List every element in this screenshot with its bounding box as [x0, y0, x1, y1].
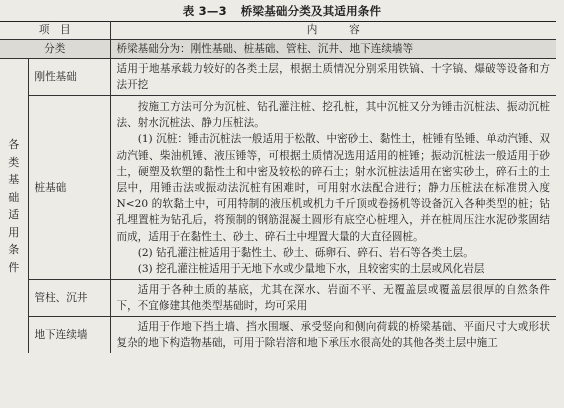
pile-intro: 按施工方法可分为沉桩、钻孔灌注桩、挖孔桩，其中沉桩又分为锤击沉桩法、振动沉桩法、射水沉桩法、静力压桩法。: [116, 101, 550, 130]
pile-item-1: (1) 沉桩：锤击沉桩法一般适用于松散、中密砂土、黏性土，桩锤有坠锤、单动汽锤、双动汽锤、柴油机锤、液压锤等，可根据土质情况选用适用的桩锤；振动沉桩法一般适用于砂土，硬塑及软塑的黏性土和中密及较松的碎石土；射水沉桩法适用在密实砂土，碎石土的土层中，用锤击法或振动法沉桩有困难时，可用射水法配合进行；静力压桩法在标准贯入度 N<20 的软黏土中，可用特制的液压机或机力千斤顶或卷扬机等设备沉入各种类型的桩；钻孔埋置桩为钻孔后，将预制的钢筋混凝土圆形有底空心桩埋入，并在桩周压注水泥砂浆固结而成，适用于在黏性土、砂土、碎石土中埋置大量的大直径圆桩。: [116, 133, 550, 243]
table-number: 表 3—3: [182, 4, 227, 18]
row-rigid: [0, 59, 556, 96]
diaphragm-label: 地下连续墙: [34, 329, 88, 342]
diaphragm-text: 适用于作地下挡土墙、挡水围堰、承受竖向和侧向荷载的桥梁基础、平面尺寸大或形状复杂的地下构造物基础，可用于除岩溶和地下承压水很高处的其他各类土层中施工: [110, 317, 556, 354]
pile-item-2: (2) 钻孔灌注桩适用于黏性土、砂土、砾卵石、碎石、岩石等各类土层。: [137, 246, 474, 259]
table-title: 桥梁基础分类及其适用条件: [240, 4, 382, 18]
table-caption: [0, 3, 564, 19]
caisson-text: 适用于各种土质的基底，尤其在深水、岩面不平、无覆盖层或覆盖层很厚的自然条件下，不宜修建其他类型基础时，均可采用: [110, 280, 556, 317]
classification-text: 桥梁基础分为：刚性基础、桩基础、管柱、沉井、地下连续墙等: [110, 40, 556, 59]
classification-label: 分类: [44, 42, 66, 55]
rigid-text: 适用于地基承载力较好的各类土层，根据土质情况分别采用铁镐、十字镐、爆破等设备和方法开挖: [110, 59, 556, 96]
pile-label: 桩基础: [28, 96, 110, 280]
table-header-row: [0, 22, 556, 40]
foundation-table: [0, 21, 556, 353]
caisson-label: 管柱、沉井: [28, 280, 110, 317]
row-classification: [0, 40, 556, 59]
pile-item-3: (3) 挖孔灌注桩适用于无地下水或少量地下水，且较密实的土层或风化岩层: [137, 263, 485, 276]
side-label: 各类基础适用条件: [8, 138, 20, 274]
rigid-label: 刚性基础: [28, 59, 110, 96]
row-caisson: [0, 280, 556, 317]
header-content: 内 容: [110, 22, 556, 40]
header-item: 项 目: [38, 24, 71, 36]
row-diaphragm: [0, 317, 556, 354]
row-pile: [0, 96, 556, 280]
